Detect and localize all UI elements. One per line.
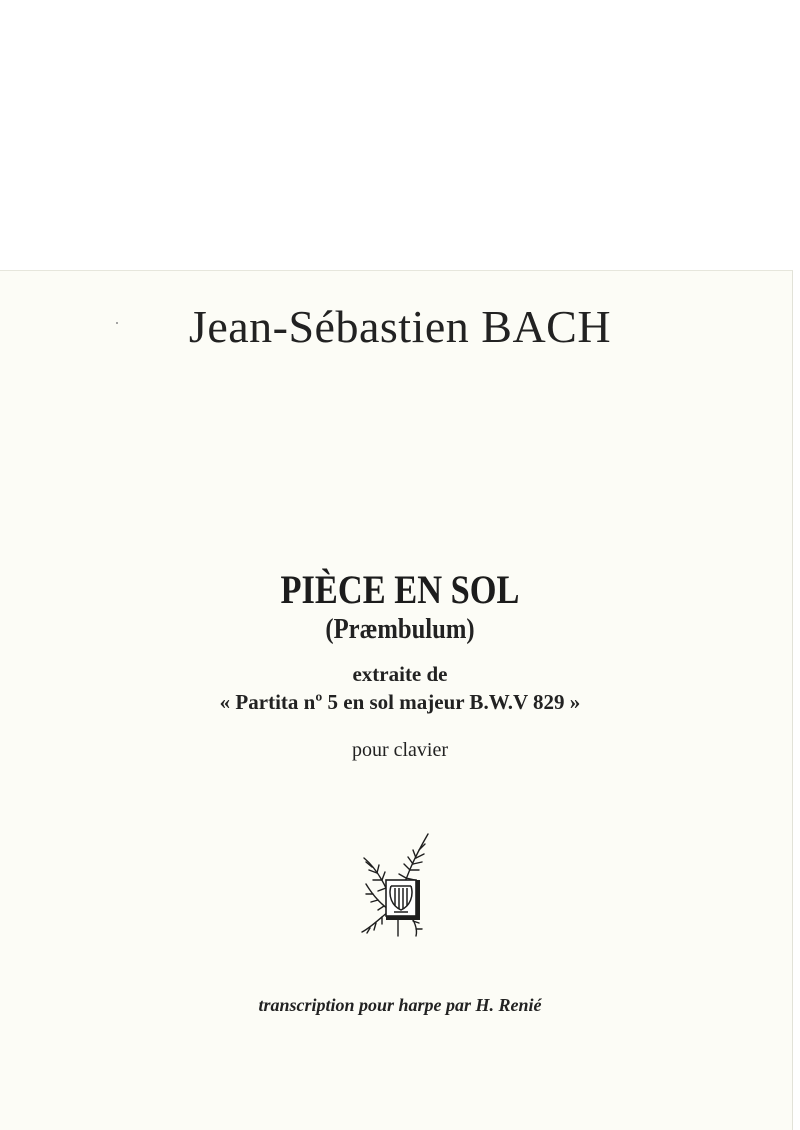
source-work: « Partita nº 5 en sol majeur B.W.V 829 »: [219, 690, 581, 714]
transcription-credit: transcription pour harpe par H. Renié: [258, 995, 542, 1015]
lyre-with-palm-branches-icon: [358, 828, 438, 940]
piece-title: PIÈCE EN SOL: [280, 567, 520, 612]
scan-margin: [0, 0, 800, 270]
composer-name: Jean-Sébastien BACH: [188, 301, 612, 352]
piece-subtitle: (Præmbulum): [325, 614, 475, 645]
extract-label: extraite de: [352, 662, 448, 686]
instrument-label: pour clavier: [351, 739, 449, 761]
